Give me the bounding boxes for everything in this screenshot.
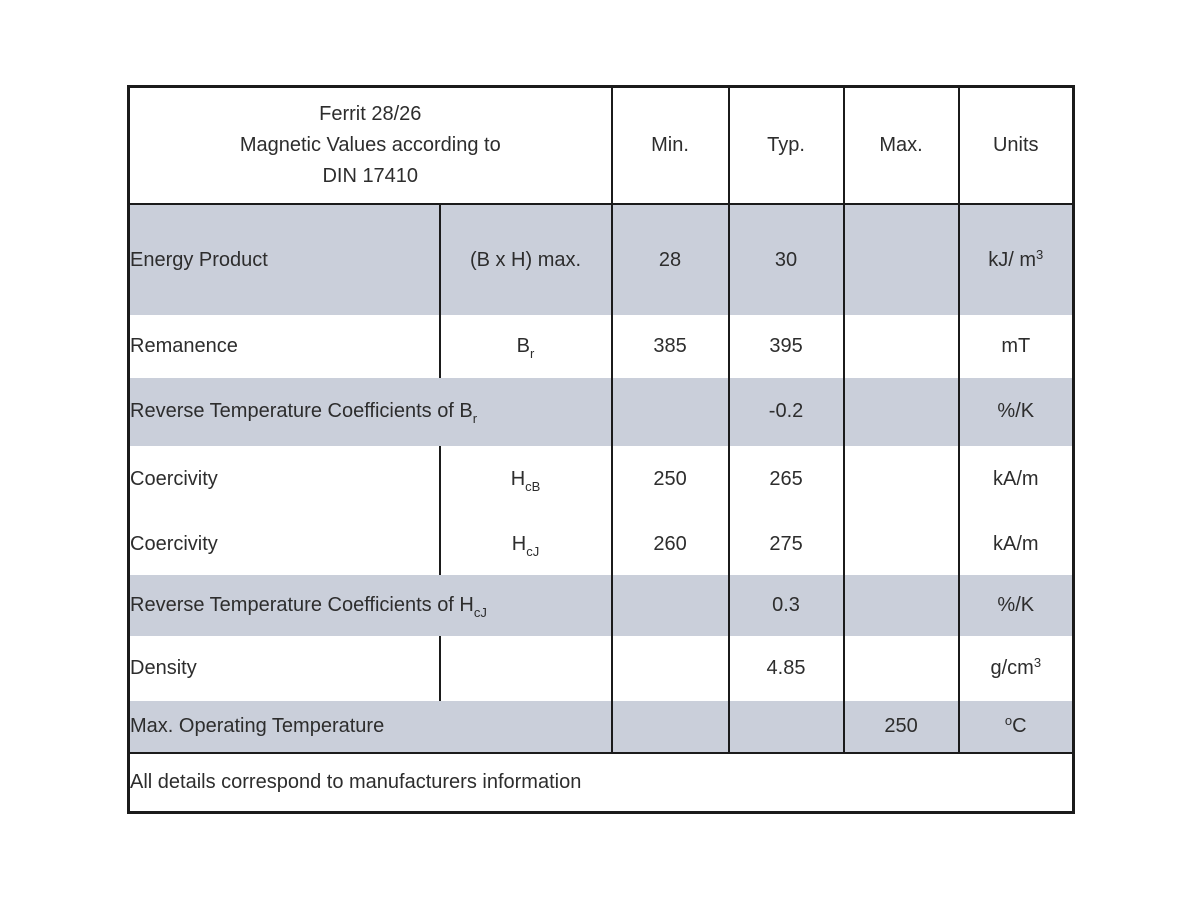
energy-product-typ: 30 <box>729 204 844 315</box>
unit-base: g/cm <box>990 656 1034 679</box>
coercivity-hcj-label: Coercivity <box>130 532 218 555</box>
label-base: Reverse Temperature Coefficients of B <box>130 400 473 423</box>
row-coercivity-hcb <box>129 446 1074 513</box>
coercivity-hcj-min: 260 <box>612 513 729 575</box>
column-header-typ: Typ. <box>729 87 844 204</box>
energy-product-units <box>959 204 1074 315</box>
density-symbol <box>440 636 612 701</box>
rev-temp-hcj-label <box>129 575 612 635</box>
spec-table <box>127 85 1075 814</box>
coercivity-hcj-symbol <box>440 513 612 575</box>
remanence-label: Remanence <box>130 335 238 358</box>
max-op-temp-max: 250 <box>844 701 959 753</box>
degree-superscript: o <box>1004 713 1013 729</box>
column-header-max: Max. <box>844 87 959 204</box>
rev-temp-br-max <box>844 378 959 446</box>
row-max-operating-temperature <box>129 701 1074 753</box>
coercivity-hcb-symbol <box>440 446 612 513</box>
title-line-1: Ferrit 28/26 <box>319 102 422 125</box>
row-rev-temp-coeff-hcj <box>129 575 1074 635</box>
coercivity-hcj-typ: 275 <box>729 513 844 575</box>
coercivity-hcj-max <box>844 513 959 575</box>
column-header-min: Min. <box>612 87 729 204</box>
symbol-subscript: r <box>530 346 535 362</box>
density-label: Density <box>130 656 197 679</box>
rev-temp-hcj-typ: 0.3 <box>729 575 844 635</box>
coercivity-hcb-units: kA/m <box>959 446 1074 513</box>
row-rev-temp-coeff-br <box>129 378 1074 446</box>
symbol-subscript: cB <box>525 479 541 495</box>
header-row <box>129 87 1074 204</box>
label-subscript: r <box>472 411 478 427</box>
title-line-3: DIN 17410 <box>322 164 419 187</box>
remanence-symbol <box>440 315 612 377</box>
unit-superscript: 3 <box>1036 246 1044 262</box>
remanence-min: 385 <box>612 315 729 377</box>
row-density <box>129 636 1074 701</box>
remanence-units: mT <box>959 315 1074 377</box>
footer-note: All details correspond to manufacturers information <box>129 753 1074 812</box>
rev-temp-br-label <box>129 378 612 446</box>
energy-product-symbol: (B x H) max. <box>440 204 612 315</box>
row-remanence <box>129 315 1074 377</box>
column-header-units: Units <box>959 87 1074 204</box>
rev-temp-hcj-min <box>612 575 729 635</box>
row-coercivity-hcj <box>129 513 1074 575</box>
spec-table-container <box>127 85 1075 814</box>
row-energy-product <box>129 204 1074 315</box>
density-min <box>612 636 729 701</box>
unit-base: C <box>1012 715 1027 738</box>
remanence-max <box>844 315 959 377</box>
rev-temp-hcj-units: %/K <box>959 575 1074 635</box>
max-op-temp-typ <box>729 701 844 753</box>
table-title <box>129 87 612 204</box>
coercivity-hcb-min: 250 <box>612 446 729 513</box>
label-base: Reverse Temperature Coefficients of H <box>130 594 474 617</box>
coercivity-hcj-units: kA/m <box>959 513 1074 575</box>
density-max <box>844 636 959 701</box>
density-typ: 4.85 <box>729 636 844 701</box>
max-op-temp-min <box>612 701 729 753</box>
coercivity-hcb-typ: 265 <box>729 446 844 513</box>
label-subscript: cJ <box>473 605 487 621</box>
title-line-2: Magnetic Values according to <box>239 133 501 156</box>
symbol-subscript: cJ <box>526 543 540 559</box>
energy-product-label: Energy Product <box>129 204 440 315</box>
max-op-temp-label: Max. Operating Temperature <box>129 701 612 753</box>
unit-base: kJ/ m <box>988 248 1037 271</box>
rev-temp-br-typ: -0.2 <box>729 378 844 446</box>
energy-product-max <box>844 204 959 315</box>
density-units <box>959 636 1074 701</box>
symbol-base: H <box>510 468 526 491</box>
rev-temp-br-units: %/K <box>959 378 1074 446</box>
symbol-base: H <box>511 532 527 555</box>
symbol-base: B <box>516 335 530 358</box>
row-footer-note <box>129 753 1074 812</box>
unit-superscript: 3 <box>1033 654 1042 670</box>
rev-temp-br-min <box>612 378 729 446</box>
rev-temp-hcj-max <box>844 575 959 635</box>
coercivity-hcb-label: Coercivity <box>130 468 218 491</box>
remanence-typ: 395 <box>729 315 844 377</box>
coercivity-hcb-max <box>844 446 959 513</box>
energy-product-min: 28 <box>612 204 729 315</box>
max-op-temp-units <box>959 701 1074 753</box>
